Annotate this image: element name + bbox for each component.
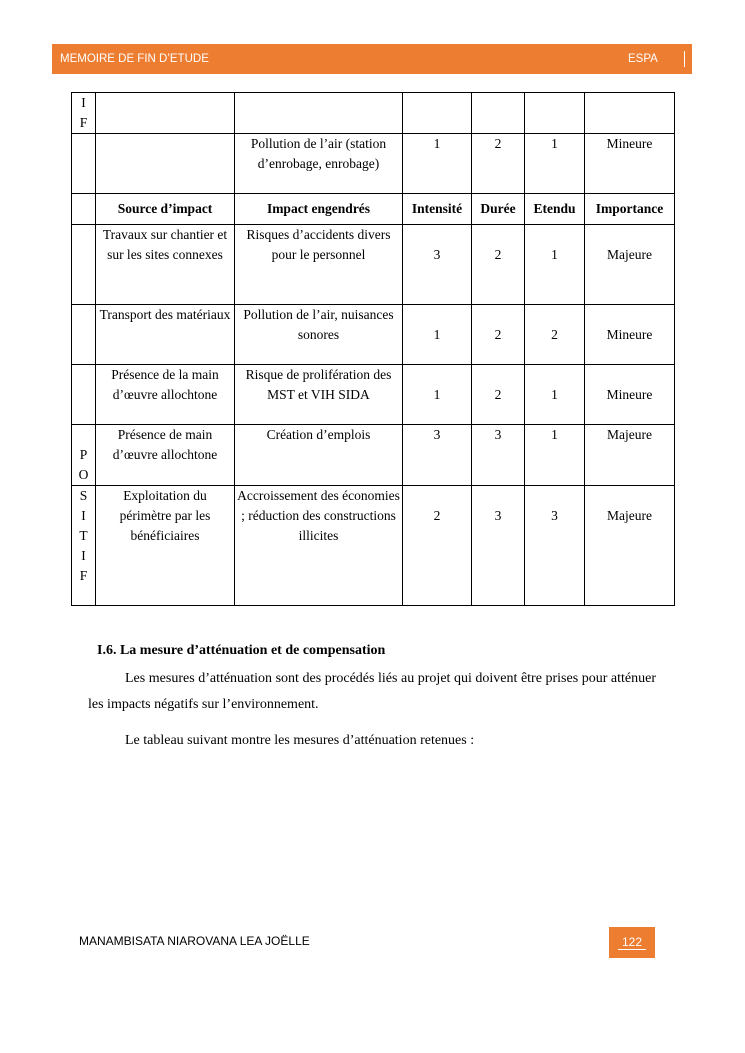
- header-impact: Impact engendrés: [235, 194, 403, 225]
- impact-cell: Risque de prolifération des MST et VIH SIDA: [235, 365, 403, 425]
- table-row: [72, 305, 675, 365]
- duree-cell: 2: [472, 305, 525, 365]
- duree-cell: 3: [472, 425, 525, 486]
- intensite-cell: 1: [403, 134, 472, 194]
- table-row: [72, 365, 675, 425]
- footer-author: MANAMBISATA NIAROVANA LEA JOËLLE: [79, 934, 310, 948]
- source-cell: Exploitation du périmètre par les bénéficiaires: [96, 486, 235, 606]
- table-row: [72, 134, 675, 194]
- source-cell: Transport des matériaux: [96, 305, 235, 365]
- intensite-cell: 2: [403, 486, 472, 606]
- source-cell: [96, 93, 235, 134]
- intensite-cell: 3: [403, 225, 472, 305]
- etendu-cell: 1: [525, 365, 585, 425]
- header-etendu: Etendu: [525, 194, 585, 225]
- source-cell: Travaux sur chantier et sur les sites connexes: [96, 225, 235, 305]
- page-header: [52, 44, 692, 74]
- header-school: ESPA: [628, 53, 658, 65]
- duree-cell: [472, 93, 525, 134]
- impact-cell: Accroissement des économies ; réduction des constructions illicites: [235, 486, 403, 606]
- category-cell: [72, 365, 96, 425]
- header-importance: Importance: [585, 194, 675, 225]
- etendu-cell: [525, 93, 585, 134]
- table-row: [72, 225, 675, 305]
- category-cell: P O: [72, 425, 96, 486]
- header-category: [72, 194, 96, 225]
- intensite-cell: 1: [403, 365, 472, 425]
- impact-cell: Pollution de l’air (station d’enrobage, enrobage): [235, 134, 403, 194]
- duree-cell: 2: [472, 134, 525, 194]
- etendu-cell: 1: [525, 225, 585, 305]
- impact-cell: Risques d’accidents divers pour le personnel: [235, 225, 403, 305]
- header-intensite: Intensité: [403, 194, 472, 225]
- etendu-cell: 3: [525, 486, 585, 606]
- table-row: [72, 486, 675, 606]
- header-source: Source d’impact: [96, 194, 235, 225]
- etendu-cell: 1: [525, 134, 585, 194]
- duree-cell: 3: [472, 486, 525, 606]
- importance-cell: [585, 93, 675, 134]
- table-row: [72, 425, 675, 486]
- importance-cell: Mineure: [585, 365, 675, 425]
- importance-cell: Majeure: [585, 486, 675, 606]
- source-cell: Présence de main d’œuvre allochtone: [96, 425, 235, 486]
- etendu-cell: 1: [525, 425, 585, 486]
- impact-cell: Création d’emplois: [235, 425, 403, 486]
- importance-cell: Mineure: [585, 305, 675, 365]
- impact-cell: Pollution de l’air, nuisances sonores: [235, 305, 403, 365]
- paragraph: Les mesures d’atténuation sont des procédés liés au projet qui doivent être prises pour atténuer les impacts négatifs sur l’environnement.: [88, 671, 656, 712]
- intensite-cell: 1: [403, 305, 472, 365]
- importance-cell: Majeure: [585, 225, 675, 305]
- duree-cell: 2: [472, 225, 525, 305]
- paragraph: Le tableau suivant montre les mesures d’atténuation retenues :: [125, 733, 475, 748]
- table-header-row: [72, 194, 675, 225]
- section-heading: I.6. La mesure d’atténuation et de compensation: [97, 643, 386, 658]
- page-number: 122: [618, 935, 646, 950]
- importance-cell: Majeure: [585, 425, 675, 486]
- header-duree: Durée: [472, 194, 525, 225]
- category-cell: I F: [72, 93, 96, 134]
- source-cell: [96, 134, 235, 194]
- intensite-cell: 3: [403, 425, 472, 486]
- page-number-badge: [609, 927, 655, 958]
- header-separator: [684, 51, 685, 67]
- source-cell: Présence de la main d’œuvre allochtone: [96, 365, 235, 425]
- category-cell: [72, 225, 96, 305]
- impact-cell: [235, 93, 403, 134]
- category-cell: S I T I F: [72, 486, 96, 606]
- etendu-cell: 2: [525, 305, 585, 365]
- impact-table: [71, 92, 675, 606]
- category-cell: [72, 305, 96, 365]
- intensite-cell: [403, 93, 472, 134]
- header-title: MEMOIRE DE FIN D’ETUDE: [60, 53, 209, 65]
- duree-cell: 2: [472, 365, 525, 425]
- table-row: [72, 93, 675, 134]
- category-cell: [72, 134, 96, 194]
- importance-cell: Mineure: [585, 134, 675, 194]
